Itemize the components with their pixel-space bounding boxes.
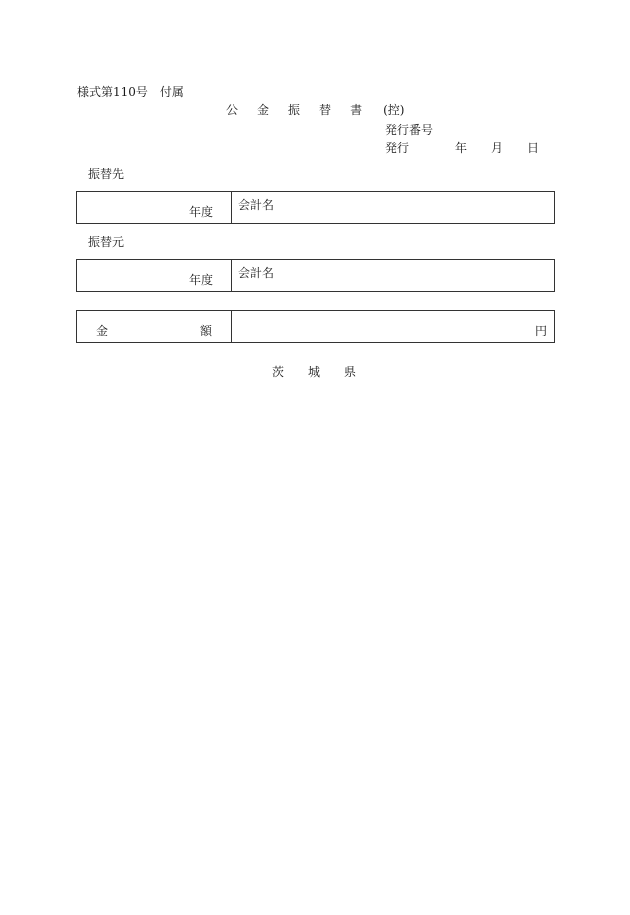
title-suffix: (控)	[383, 103, 405, 117]
form-number: 様式第110号 付属	[77, 85, 184, 99]
amount-box	[76, 310, 555, 343]
transfer-from-box	[76, 259, 555, 292]
yen-unit: 円	[534, 324, 547, 338]
amount-label-first: 金	[96, 324, 109, 338]
issue-number-label: 発行番号	[385, 123, 434, 137]
transfer-to-label: 振替先	[88, 167, 125, 181]
prefecture-char: 県	[344, 365, 357, 379]
title-char: 振	[288, 103, 301, 117]
transfer-from-label: 振替元	[88, 235, 125, 249]
transfer-to-box	[76, 191, 555, 224]
account-name-label: 会計名	[238, 198, 275, 212]
transfer-from-fiscal-year-cell	[77, 260, 232, 291]
prefecture-char: 茨	[272, 365, 285, 379]
title-char: 金	[257, 103, 270, 117]
month-label: 月	[491, 141, 504, 155]
account-name-label: 会計名	[238, 266, 275, 280]
day-label: 日	[527, 141, 540, 155]
issue-date-row	[385, 142, 539, 154]
transfer-to-fiscal-year-cell	[77, 192, 232, 223]
issue-date-label: 発行	[385, 141, 410, 155]
prefecture-char: 城	[308, 365, 321, 379]
title-char: 書	[350, 103, 363, 117]
year-label: 年	[455, 141, 468, 155]
fiscal-year-label: 年度	[188, 273, 213, 287]
prefecture-name	[272, 366, 356, 378]
document-title	[226, 104, 404, 116]
title-char: 替	[319, 103, 332, 117]
title-char: 公	[226, 103, 239, 117]
fiscal-year-label: 年度	[188, 205, 213, 219]
amount-label-cell	[77, 311, 232, 342]
amount-label-second: 額	[200, 324, 213, 338]
